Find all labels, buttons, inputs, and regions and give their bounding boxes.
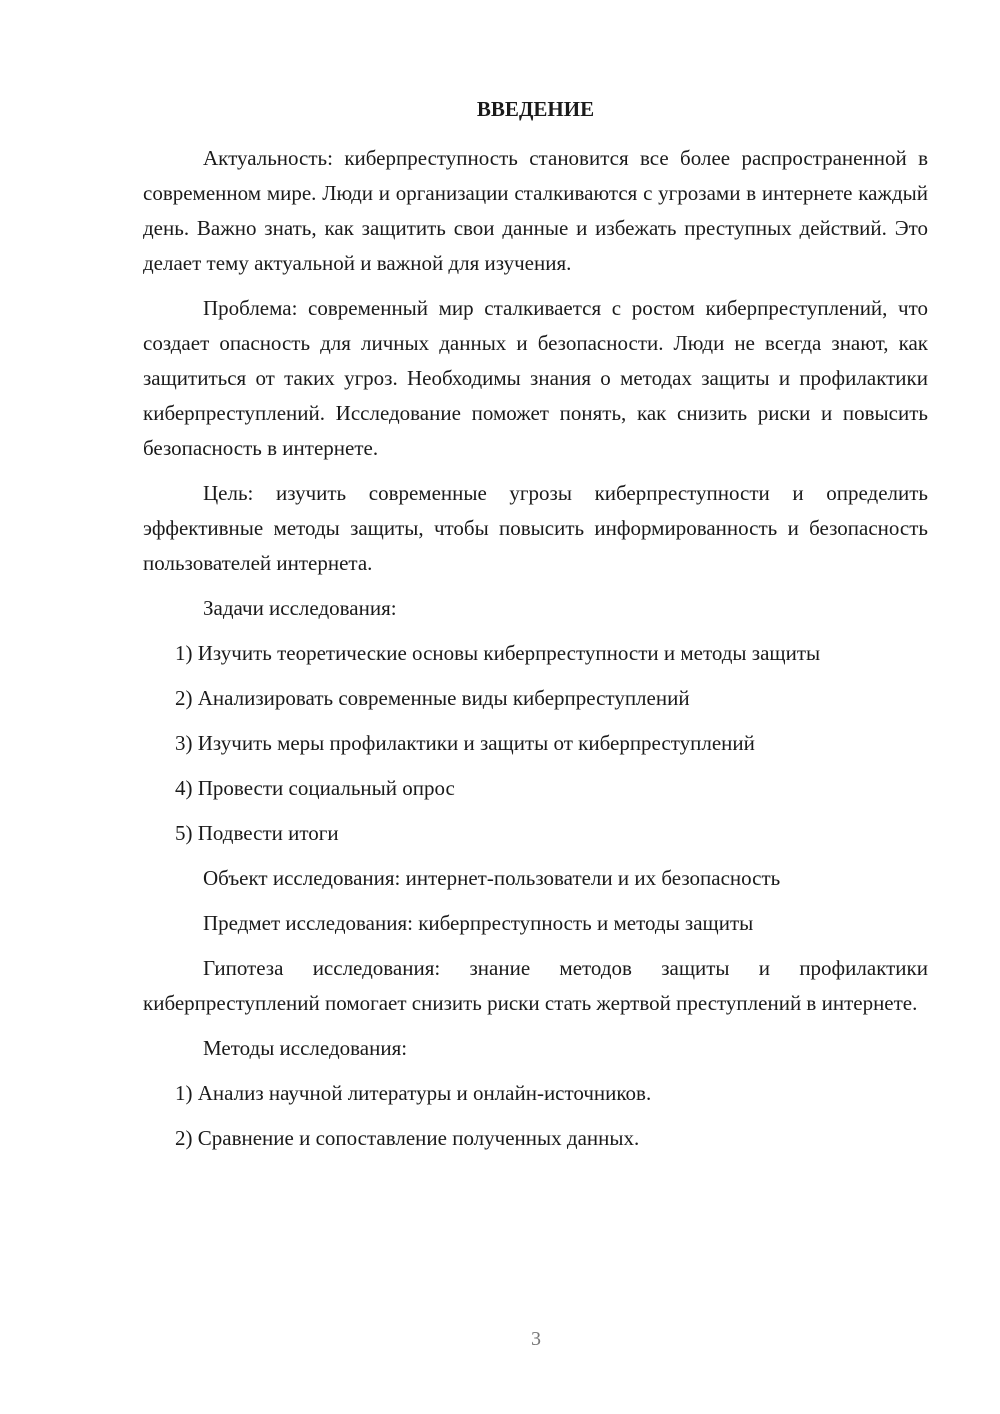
paragraph-problem: Проблема: современный мир сталкивается с ростом киберпреступлений, что создает опасность для личных данных и безопасности. Люди не всегда знают, как защититься от таких угроз. Необходимы знания о методах защиты и профилактики киберпреступлений. Исследование поможет понять, как снизить риски и повысить безопасность в интернете.: [143, 296, 928, 460]
paragraph-subject: Предмет исследования: киберпреступность и методы защиты: [203, 911, 754, 935]
task-item-5: 5) Подвести итоги: [175, 821, 339, 845]
method-item-2: 2) Сравнение и сопоставление полученных данных.: [175, 1126, 640, 1150]
task-item-1: 1) Изучить теоретические основы киберпреступности и методы защиты: [175, 641, 821, 665]
paragraph-goal: Цель: изучить современные угрозы киберпреступности и определить эффективные методы защиты, чтобы повысить информированность и безопасность пользователей интернета.: [143, 481, 928, 575]
method-item-1: 1) Анализ научной литературы и онлайн-источников.: [175, 1081, 652, 1105]
page-number: 3: [531, 1328, 541, 1350]
paragraph-object: Объект исследования: интернет-пользователи и их безопасность: [203, 866, 781, 890]
tasks-heading: Задачи исследования:: [203, 596, 397, 620]
paragraph-hypothesis: Гипотеза исследования: знание методов защиты и профилактики киберпреступлений помогает снизить риски стать жертвой преступлений в интернете.: [143, 956, 928, 1015]
methods-heading: Методы исследования:: [203, 1036, 408, 1060]
task-item-2: 2) Анализировать современные виды киберпреступлений: [175, 686, 690, 710]
document-page: [143, 92, 928, 1166]
paragraph-relevance: Актуальность: киберпреступность становится все более распространенной в современном мире. Люди и организации сталкиваются с угрозами в интернете каждый день. Важно знать, как защитить свои данные и избежать преступных действий. Это делает тему актуальной и важной для изучения.: [143, 146, 928, 275]
task-item-4: 4) Провести социальный опрос: [175, 776, 455, 800]
task-item-3: 3) Изучить меры профилактики и защиты от киберпреступлений: [175, 731, 755, 755]
section-title-text: ВВЕДЕНИЕ: [476, 97, 595, 121]
section-title: [143, 92, 928, 127]
